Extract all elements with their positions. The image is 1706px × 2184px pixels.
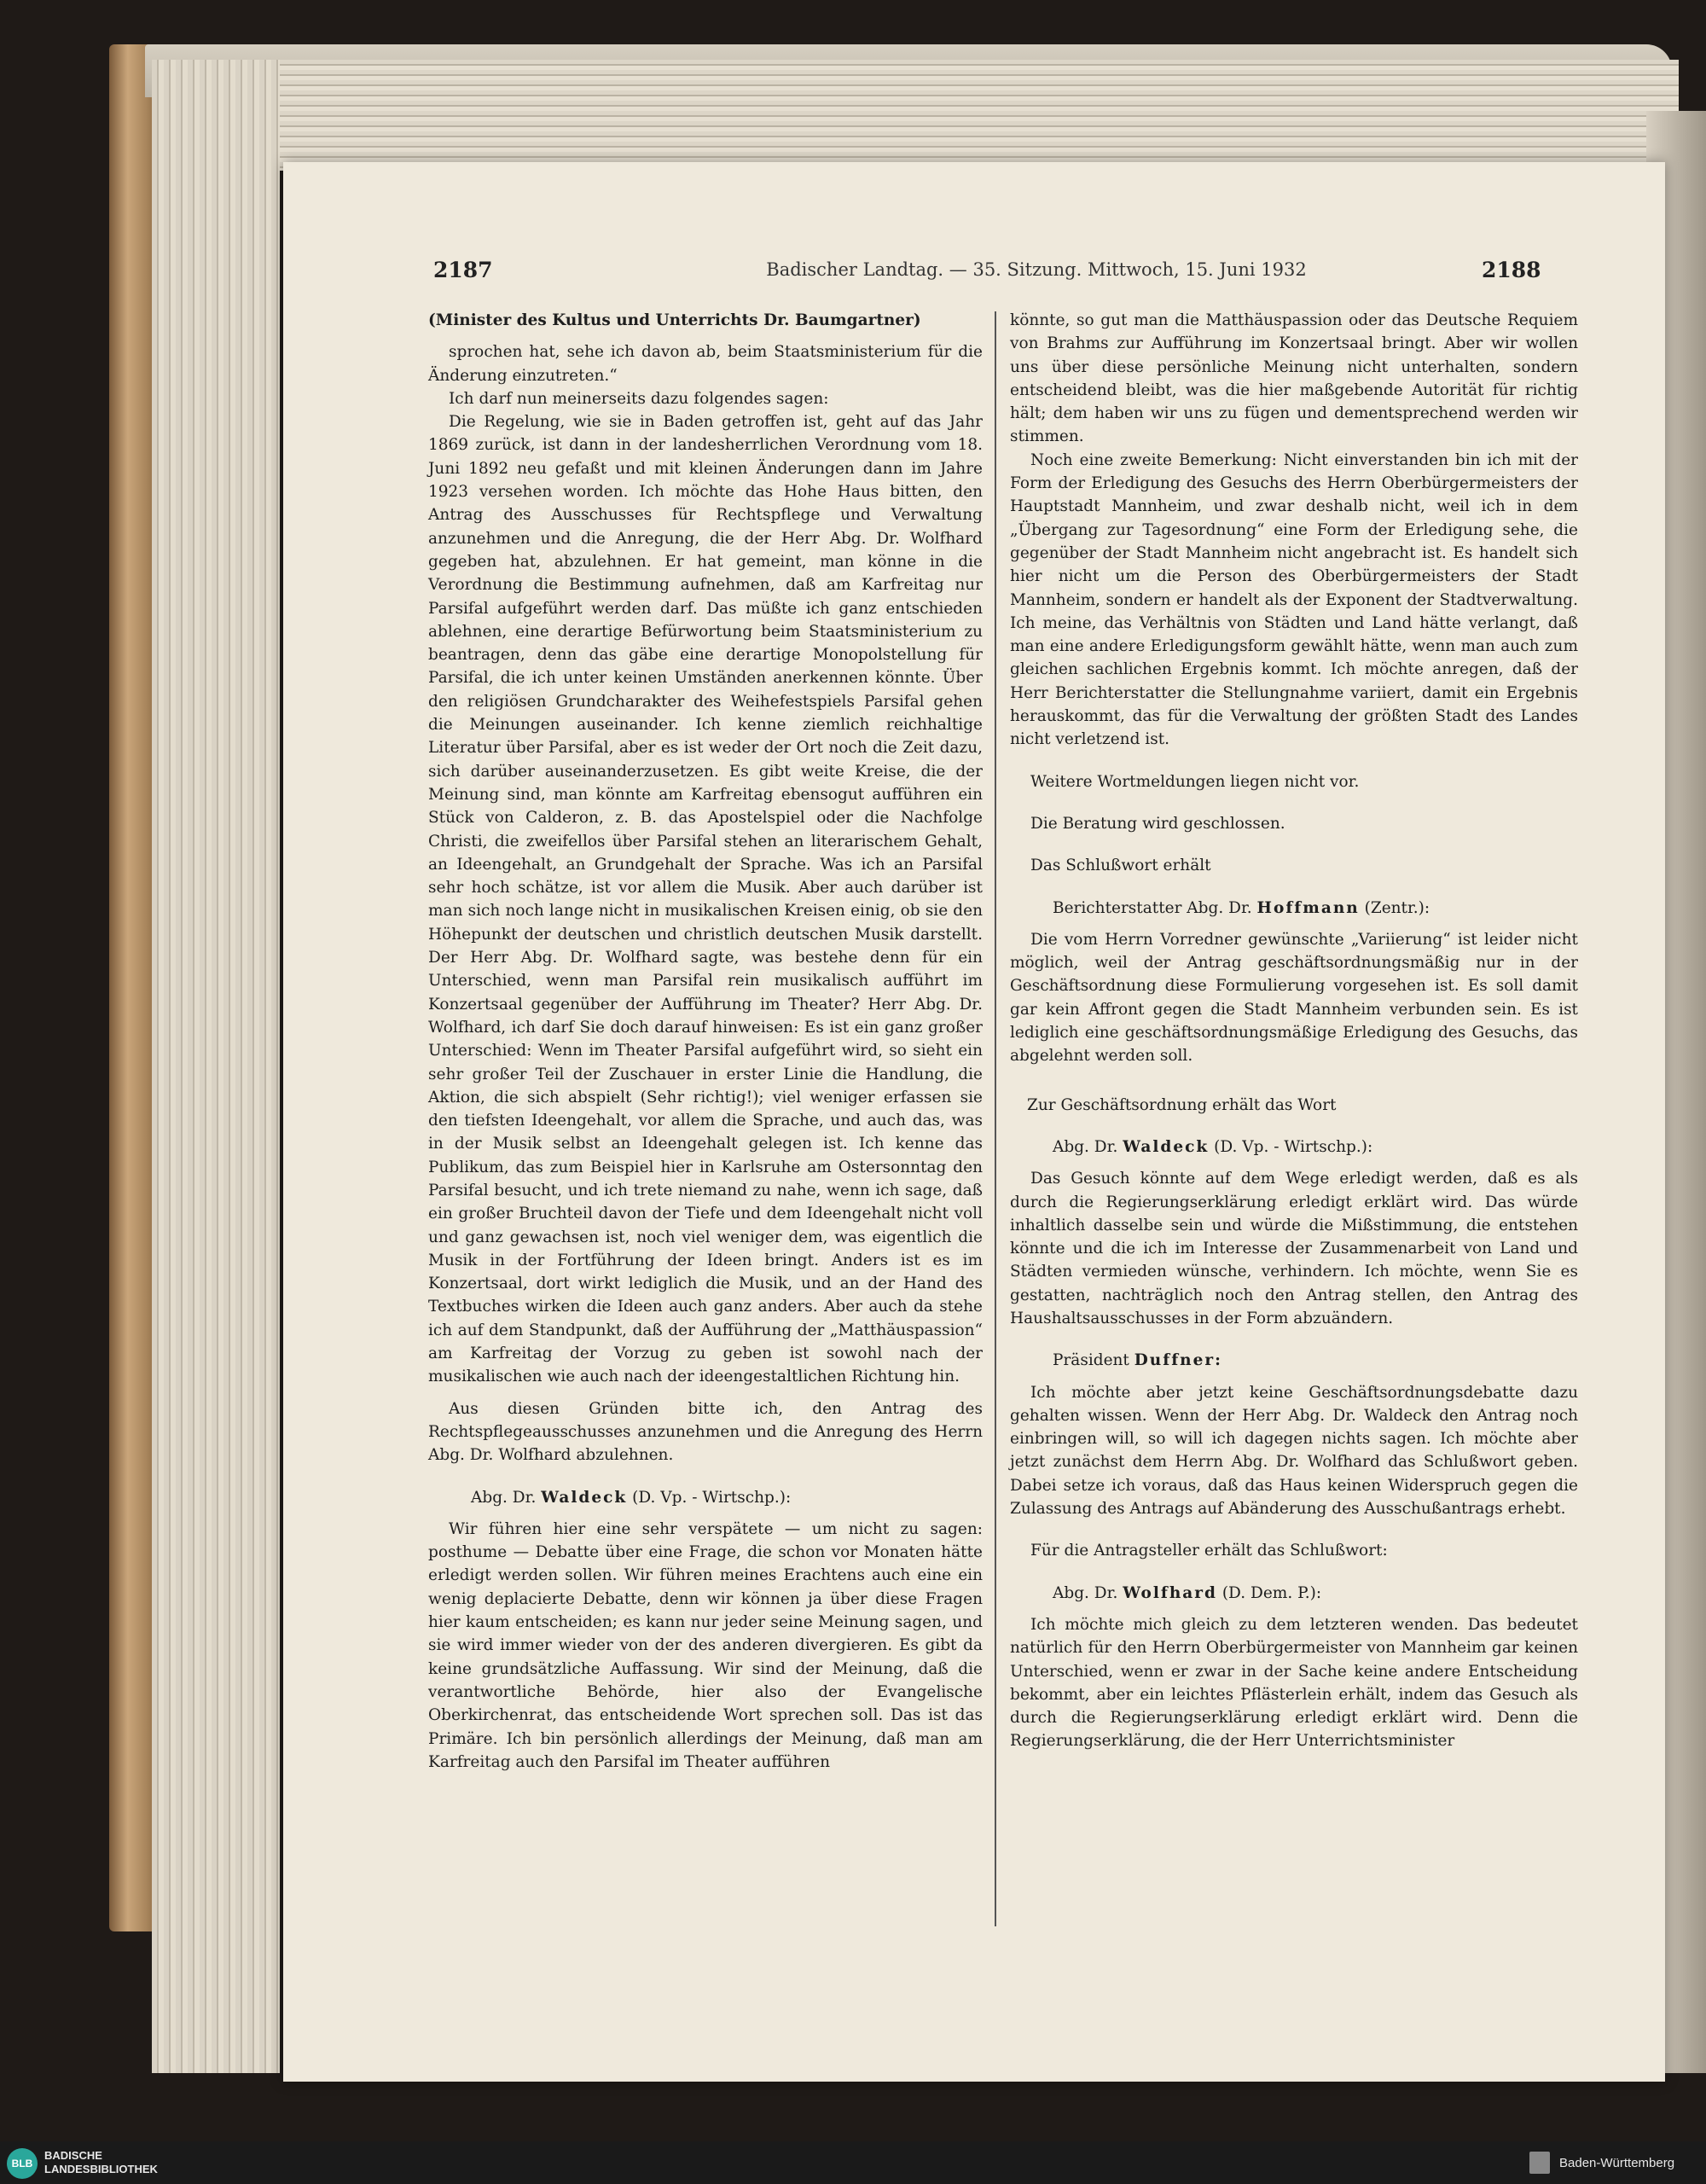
library-logo-icon[interactable]: BLB <box>7 2148 38 2179</box>
paragraph: Ich darf nun meinerseits dazu folgendes sagen: <box>449 389 829 408</box>
speaker-heading <box>428 1486 983 1509</box>
paragraph: Aus diesen Gründen bitte ich, den Antrag des Rechtspflegeausschusses anzunehmen und die Anregung des Herrn Abg. Dr. Wolfhard abzulehnen. <box>428 1399 983 1465</box>
paragraph: Das Gesuch könnte auf dem Wege erledigt werden, daß es als durch die Regierungserklärung erledigt erklärt wird. Das würde inhaltlich dasselbe sein und würde die Mißstimmung, die entstehen könnte und die ich im Interesse der Zusammenarbeit von Land und Städten vermieden wünsche, verhindern. Ich möchte, wenn Sie es gestatten, nachträglich noch den Antrag stellen, den Antrag des Haushaltsausschusses in der Form abzuändern. <box>1010 1170 1578 1327</box>
speaker-prefix: Abg. Dr. <box>1053 1583 1118 1602</box>
paragraph: Für die Antragsteller erhält das Schlußwort: <box>1030 1542 1388 1560</box>
speaker-prefix: Berichterstatter Abg. Dr. <box>1053 898 1252 917</box>
paragraph: Noch eine zweite Bemerkung: Nicht einverstanden bin ich mit der Form der Erledigung des Gesuchs des Herrn Oberbürgermeisters der Hauptstadt Mannheim, und zwar deshalb nicht, weil ich in dem „Übergang zur Tagesordnung“ eine Form der Erledigung sehe, die gegenüber der Stadt Mannheim nicht angebracht ist. Es handelt sich hier nicht um die Person des Oberbürgermeisters der Stadt Mannheim, sondern er handelt als der Exponent der Stadtverwaltung. Ich meine, das Verhältnis von Städten und Land hätte verlangt, daß man eine andere Erledigungsform gewählt hätte, wenn man auch zum gleichen sachlichen Ergebnis kommt. Ich möchte anregen, daß der Herr Berichterstatter die Stellungnahme variiert, damit ein Ergebnis herauskommt, das für die Verwaltung der größten Stadt des Landes nicht verletzend ist. <box>1010 450 1578 749</box>
speaker-prefix: Abg. Dr. <box>1053 1137 1118 1156</box>
speaker-name: Wolfhard <box>1123 1583 1217 1602</box>
column-divider <box>995 311 996 1926</box>
paragraph: Das Schlußwort erhält <box>1030 857 1211 875</box>
state-coat-of-arms-icon <box>1529 2152 1550 2174</box>
viewer-footer <box>0 2141 1706 2184</box>
paragraph: Ich möchte aber jetzt keine Geschäftsordnungsdebatte dazu gehalten wissen. Wenn der Herr Abg. Dr. Waldeck den Antrag noch einbringen will, so will ich dagegen nichts sagen. Ich möchte aber jetzt zunächst dem Herrn Abg. Dr. Wolfhard das Schlußwort geben. Dabei setze ich voraus, daß das Haus keinen Widerspruch gegen die Zulassung des Antrags auf Abänderung des Ausschußantrags erhebt. <box>1010 1383 1578 1519</box>
speaker-name: Hoffmann <box>1256 898 1360 917</box>
document-page <box>283 162 1665 2082</box>
speaker-heading <box>1010 897 1578 920</box>
speaker-name: Waldeck <box>1123 1137 1210 1156</box>
speaker-prefix: Abg. Dr. <box>471 1488 537 1507</box>
library-name-line2: LANDESBIBLIOTHEK <box>44 2163 158 2175</box>
paragraph: sprochen hat, sehe ich davon ab, beim Staatsministerium für die Änderung einzutreten.“ <box>428 343 983 385</box>
paragraph: Die Beratung wird geschlossen. <box>1030 814 1285 833</box>
left-column <box>428 309 983 1774</box>
speaker-continuation: (Minister des Kultus und Unterrichts Dr. Baumgartner) <box>428 311 921 329</box>
speaker-heading <box>1010 1582 1578 1605</box>
right-column <box>1010 309 1578 1753</box>
paragraph: Weitere Wortmeldungen liegen nicht vor. <box>1030 772 1360 791</box>
speaker-party: (Zentr.): <box>1364 898 1430 917</box>
section-heading: Zur Geschäftsordnung erhält das Wort <box>1027 1095 1337 1114</box>
speaker-party: (D. Vp. - Wirtschp.): <box>632 1488 792 1507</box>
page-number-right: 2188 <box>1482 258 1541 282</box>
paragraph: Die vom Herrn Vorredner gewünschte „Variierung“ ist leider nicht möglich, weil der Antrag geschäftsordnungsmäßig nur in der Geschäftsordnung diese Formulierung vorgesehen ist. Es soll damit gar kein Affront gegen die Stadt Mannheim verbunden sein. Es ist lediglich eine geschäftsordnungsmäßige Erledigung des Gesuchs, das abgelehnt werden soll. <box>1010 930 1578 1066</box>
running-head: Badischer Landtag. — 35. Sitzung. Mittwoch, 15. Juni 1932 <box>766 259 1307 280</box>
page-stack-left <box>152 60 280 2073</box>
region-label: Baden-Württemberg <box>1559 2156 1675 2170</box>
speaker-party: (D. Dem. P.): <box>1221 1583 1322 1602</box>
paragraph: könnte, so gut man die Matthäuspassion oder das Deutsche Requiem von Brahms zur Aufführung im Konzertsaal bringt. Aber wir wollen uns über diese persönliche Meinung nicht unterhalten, sondern entscheidend bleibt, was die hier maßgebende Autorität für richtig hält; dem haben wir uns zu fügen und dementsprechend werden wir stimmen. <box>1010 311 1578 446</box>
speaker-prefix: Präsident <box>1053 1351 1129 1370</box>
speaker-party: (D. Vp. - Wirtschp.): <box>1214 1137 1373 1156</box>
speaker-heading <box>1010 1349 1578 1372</box>
library-name-line1: BADISCHE <box>44 2149 102 2162</box>
paragraph: Ich möchte mich gleich zu dem letzteren wenden. Das bedeutet natürlich für den Herrn Oberbürgermeister von Mannheim gar keinen Unterschied, wenn er zwar in der Sache keine andere Entscheidung bekommt, aber ein leichtes Pflästerlein erhält, indem das Gesuch als durch die Regierungserklärung erledigt erklärt wird. Denn die Regierungserklärung, die der Herr Unterrichtsminister <box>1010 1615 1578 1751</box>
speaker-name: Duffner: <box>1134 1351 1222 1370</box>
paragraph: Wir führen hier eine sehr verspätete — um nicht zu sagen: posthume — Debatte über eine Frage, die schon vor Monaten hätte erledigt werden sollen. Wir führen meines Erachtens auch eine ein wenig deplacierte Debatte, denn wir können ja über diese Fragen hier kaum entscheiden; es kann nur jeder seine Meinung sagen, und sie wird immer wieder von der des anderen divergieren. Es gibt da keine grundsätzliche Auffassung. Wir sind der Meinung, daß die verantwortliche Behörde, hier also der Evangelische Oberkirchenrat, das entscheidende Wort sprechen soll. Das ist das Primäre. Ich bin persönlich allerdings der Meinung, daß man am Karfreitag auch den Parsifal im Theater aufführen <box>428 1519 983 1771</box>
page-number-left: 2187 <box>433 258 493 282</box>
speaker-heading <box>1010 1136 1578 1159</box>
page-stack-top <box>152 60 1679 171</box>
speaker-name: Waldeck <box>541 1488 628 1507</box>
library-name <box>44 2149 158 2176</box>
paragraph: Die Regelung, wie sie in Baden getroffen ist, geht auf das Jahr 1869 zurück, ist dann in der landesherrlichen Verordnung vom 18. Juni 1892 neu gefaßt und mit kleinen Änderungen dann im Jahre 1923 versehen worden. Ich möchte das Hohe Haus bitten, den Antrag des Ausschusses für Rechtspflege und Verwaltung anzunehmen und die Anregung, die der Herr Abg. Dr. Wolfhard gegeben hat, abzulehnen. Er hat gemeint, man könne in die Verordnung die Bestimmung aufnehmen, daß am Karfreitag nur Parsifal aufgeführt werden darf. Das müßte ich ganz entschieden ablehnen, eine derartige Befürwortung beim Staatsministerium zu beantragen, denn das gäbe eine derartige Monopolstellung für Parsifal, die ich unter keinen Umständen anerkennen könnte. Über den religiösen Grundcharakter des Weihefestspiels Parsifal gehen die Meinungen auseinander. Ich kenne ziemlich reichhaltige Literatur über Parsifal, aber es ist weder der Ort noch die Zeit dazu, sich darüber auseinanderzusetzen. Es gibt weite Kreise, die der Meinung sind, man könnte am Karfreitag ebensogut aufführen ein Stück von Calderon, z. B. das Apostelspiel oder die Nachfolge Christi, die zweifellos über Parsifal stehen an literarischem Gehalt, an Ideengehalt, an Grundgehalt der Sprache. Was ich an Parsifal sehr hoch schätze, ist vor allem die Musik. Aber auch darüber ist man sich noch lange nicht in musikalischen Kreisen einig, ob sie den Höhepunkt der deutschen und christlich deutschen Musik darstellt. Der Herr Abg. Dr. Wolfhard sagte, was bestehe denn für ein Unterschied, wenn man Parsifal rein musikalisch aufführt im Konzertsaal gegenüber der Aufführung im Theater? Herr Abg. Dr. Wolfhard, ich darf Sie doch darauf hinweisen: Es ist ein ganz großer Unterschied: Wenn im Theater Parsifal aufgeführt wird, so sieht ein sehr großer Teil der Zuschauer in erster Linie die Handlung, die Aktion, die sich abspielt (Sehr richtig!); viel weniger erfassen sie den tiefsten Ideengehalt, vor allem die Sprache, und auch das, was in der Musik selbst an Ideengehalt gelegen ist. Ich kenne das Publikum, das zum Beispiel hier in Karlsruhe am Ostersonntag den Parsifal besucht, und ich trete niemand zu nahe, wenn ich sage, daß ein großer Bruchteil davon der Tiefe und dem Ideengehalt nicht voll und ganz gewachsen ist, noch viel weniger dem, was eigentlich die Musik in der Fortführung der Ideen bringt. Anders ist es im Konzertsaal, dort wirkt lediglich die Musik, und an der Hand des Textbuches wirken die Ideen auch ganz anders. Aber auch da stehe ich auf dem Standpunkt, daß der Aufführung der „Matthäuspassion“ am Karfreitag der Vorzug zu geben ist sowohl nach der musikalischen wie auch nach der ideengestaltlichen Richtung hin. <box>428 413 983 1386</box>
